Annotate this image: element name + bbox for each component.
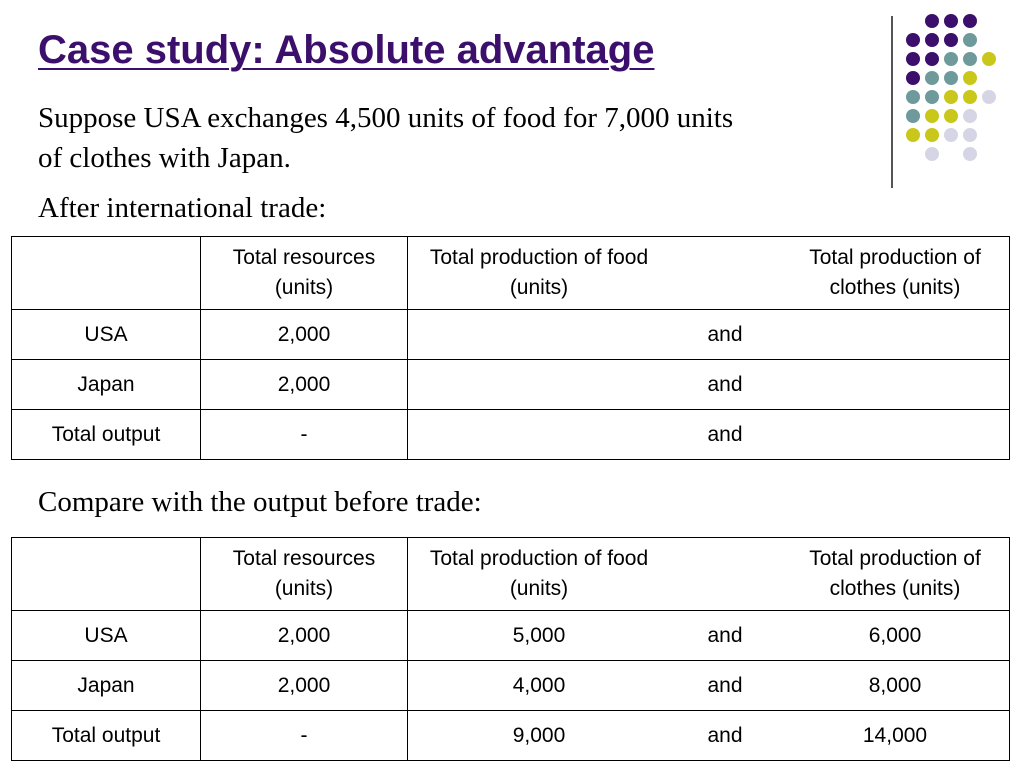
decorative-dot: [963, 90, 977, 104]
row-label: Japan: [12, 360, 201, 410]
row-label: Japan: [12, 661, 201, 711]
decorative-dot: [963, 33, 977, 47]
decorative-dot: [963, 109, 977, 123]
row-food-value: 5,000: [512, 623, 566, 647]
row-resources: 2,000: [201, 611, 408, 661]
row-and-text: and: [707, 372, 743, 396]
table-row: [12, 410, 1010, 460]
table-header-row: [12, 538, 1010, 611]
decorative-dot: [963, 128, 977, 142]
decorative-dot: [963, 71, 977, 85]
after-trade-heading: After international trade:: [38, 192, 327, 224]
row-resources: 2,000: [201, 661, 408, 711]
decorative-dot: [925, 90, 939, 104]
row-production: [408, 611, 1010, 661]
after-trade-table: [11, 236, 1010, 460]
row-production: [408, 410, 1010, 460]
decorative-dot: [906, 33, 920, 47]
decorative-dot: [944, 71, 958, 85]
row-and-text: and: [707, 623, 743, 647]
compare-heading: Compare with the output before trade:: [38, 486, 482, 518]
decorative-dot: [944, 128, 958, 142]
header-clothes: Total production of clothes (units): [809, 547, 981, 600]
decorative-dot: [944, 14, 958, 28]
decorative-dot: [944, 90, 958, 104]
decorative-dot: [963, 14, 977, 28]
decorative-dot: [906, 128, 920, 142]
header-empty-cell: [12, 237, 201, 310]
decorative-dot: [982, 90, 996, 104]
row-label: Total output: [12, 410, 201, 460]
header-food: Total production of food (units): [429, 547, 649, 600]
header-resources: Total resources (units): [201, 538, 408, 611]
decorative-dot: [963, 52, 977, 66]
decorative-dot: [925, 147, 939, 161]
intro-text: Suppose USA exchanges 4,500 units of food for 7,000 units of clothes with Japan.: [38, 102, 734, 174]
row-production: [408, 360, 1010, 410]
decorative-dot: [925, 14, 939, 28]
decorative-dot: [925, 33, 939, 47]
header-production: [408, 237, 1010, 310]
row-label: USA: [12, 611, 201, 661]
divider-line: [891, 16, 893, 188]
decorative-dot: [925, 71, 939, 85]
row-and-text: and: [707, 422, 743, 446]
decorative-dot: [925, 109, 939, 123]
row-clothes-value: 6,000: [868, 623, 922, 647]
decorative-dot: [906, 109, 920, 123]
decorative-dot: [906, 52, 920, 66]
header-production: [408, 538, 1010, 611]
decorative-dot: [925, 52, 939, 66]
row-food-value: 4,000: [512, 673, 566, 697]
row-production: [408, 310, 1010, 360]
decorative-dot: [944, 52, 958, 66]
before-trade-table: [11, 537, 1010, 761]
slide-title: Case study: Absolute advantage: [38, 28, 655, 72]
row-and-text: and: [707, 322, 743, 346]
row-label: Total output: [12, 711, 201, 761]
header-resources: Total resources (units): [201, 237, 408, 310]
header-clothes: Total production of clothes (units): [809, 246, 981, 299]
row-and-text: and: [707, 673, 743, 697]
row-resources: -: [201, 410, 408, 460]
table-row: [12, 711, 1010, 761]
table-row: [12, 310, 1010, 360]
table-row: [12, 360, 1010, 410]
row-resources: -: [201, 711, 408, 761]
decorative-dot: [944, 109, 958, 123]
row-and-text: and: [707, 723, 743, 747]
row-production: [408, 711, 1010, 761]
decorative-dot: [963, 147, 977, 161]
header-food: Total production of food (units): [429, 246, 649, 299]
table-row: [12, 611, 1010, 661]
decorative-dot: [944, 33, 958, 47]
decorative-dot-grid-icon: [906, 14, 1010, 166]
decorative-dot: [906, 71, 920, 85]
row-clothes-value: 14,000: [862, 723, 928, 747]
row-label: USA: [12, 310, 201, 360]
decorative-dot: [925, 128, 939, 142]
row-production: [408, 661, 1010, 711]
decorative-dot: [906, 90, 920, 104]
table-header-row: [12, 237, 1010, 310]
row-food-value: 9,000: [512, 723, 566, 747]
header-empty-cell: [12, 538, 201, 611]
table-row: [12, 661, 1010, 711]
decorative-dot: [982, 52, 996, 66]
row-resources: 2,000: [201, 360, 408, 410]
row-resources: 2,000: [201, 310, 408, 360]
row-clothes-value: 8,000: [868, 673, 922, 697]
